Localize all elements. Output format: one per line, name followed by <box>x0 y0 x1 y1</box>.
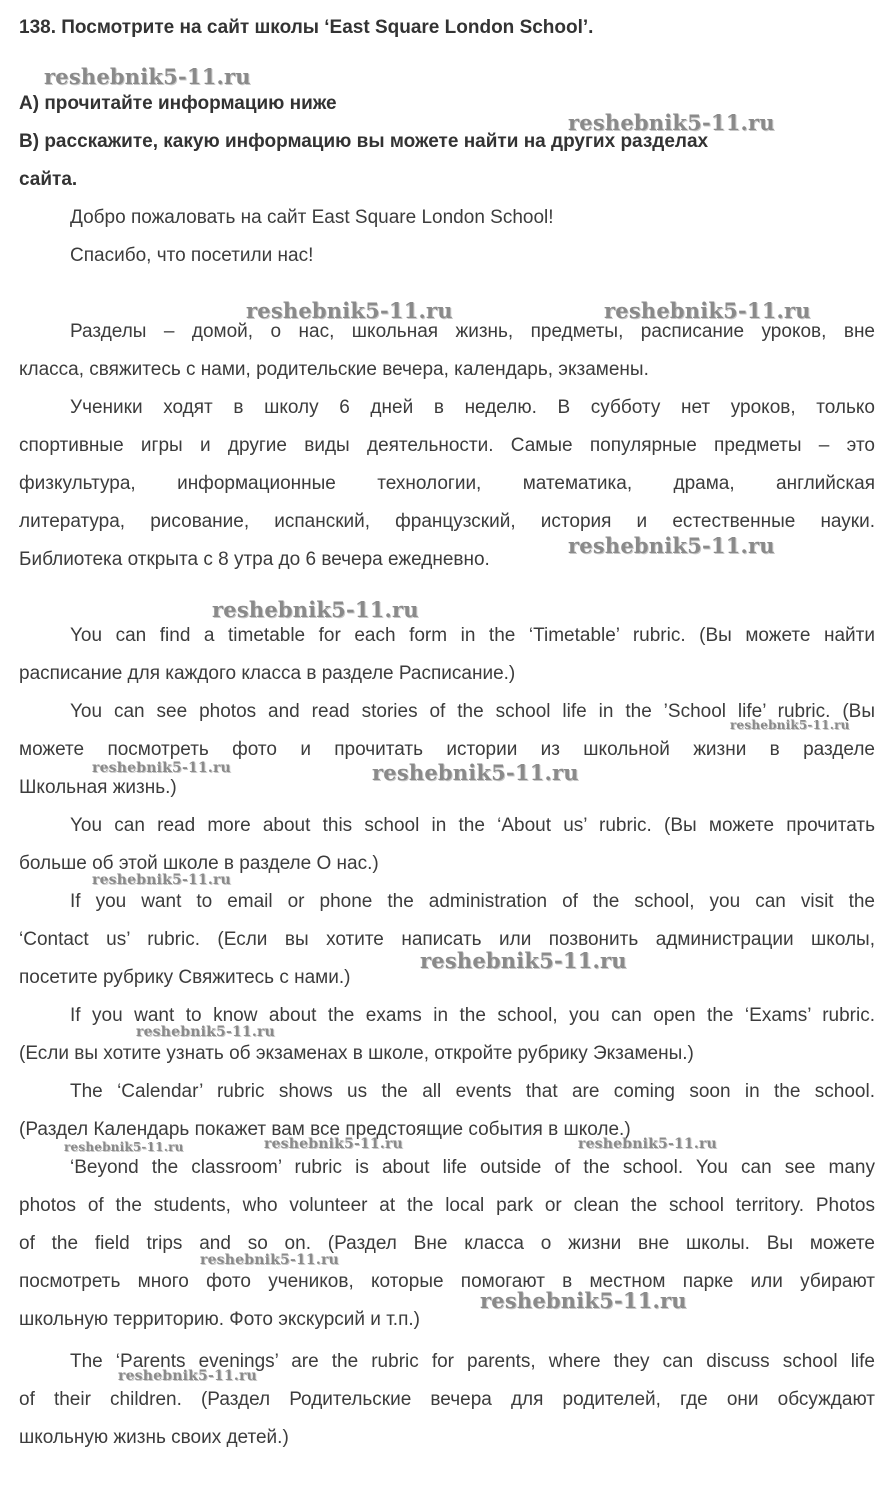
text-line: The ‘Parents evenings’ are the rubric for parents, where they can discuss school life <box>70 1351 875 1372</box>
text-line: Спасибо, что посетили нас! <box>70 245 314 266</box>
text-line: расписание для каждого класса в разделе Расписание.) <box>19 663 516 684</box>
watermark: reshebnik5-11.ru <box>264 1136 403 1152</box>
text-line: The ‘Calendar’ rubric shows us the all events that are coming soon in the school. <box>70 1081 875 1102</box>
watermark: reshebnik5-11.ru <box>212 597 419 622</box>
text-line: If you want to know about the exams in the school, you can open the ‘Exams’ rubric. <box>70 1005 875 1026</box>
text-line: ‘Beyond the classroom’ rubric is about life outside of the school. You can see many <box>70 1157 875 1178</box>
watermark: reshebnik5-11.ru <box>44 64 251 89</box>
watermark: reshebnik5-11.ru <box>92 760 231 776</box>
text-line: школьную жизнь своих детей.) <box>19 1427 289 1448</box>
text-line: посмотреть много фото учеников, которые помогают в местном парке или убирают <box>19 1271 875 1292</box>
text-line: больше об этой школе в разделе О нас.) <box>19 853 379 874</box>
watermark: reshebnik5-11.ru <box>568 110 775 135</box>
text-line: photos of the students, who volunteer at the local park or clean the school territory. Photos <box>19 1195 875 1216</box>
watermark: reshebnik5-11.ru <box>480 1288 687 1313</box>
text-line: Ученики ходят в школу 6 дней в неделю. В субботу нет уроков, только <box>70 397 875 418</box>
watermark: reshebnik5-11.ru <box>64 1140 184 1154</box>
text-line: физкультура, информационные технологии, математика, драма, английская <box>19 473 875 494</box>
text-line: (Раздел Календарь покажет вам все предстоящие события в школе.) <box>19 1119 631 1140</box>
exercise-title: 138. Посмотрите на сайт школы ‘East Square London School’. <box>19 17 594 38</box>
watermark: reshebnik5-11.ru <box>200 1252 339 1268</box>
text-line: литература, рисование, испанский, французский, история и естественные науки. <box>19 511 875 532</box>
text-line: можете посмотреть фото и прочитать истории из школьной жизни в разделе <box>19 739 875 760</box>
watermark: reshebnik5-11.ru <box>604 298 811 323</box>
text-line: of the field trips and so on. (Раздел Вне класса о жизни вне школы. Вы можете <box>19 1233 875 1254</box>
watermark: reshebnik5-11.ru <box>568 533 775 558</box>
watermark: reshebnik5-11.ru <box>730 718 850 732</box>
text-line: спортивные игры и другие виды деятельности. Самые популярные предметы – это <box>19 435 875 456</box>
watermark: reshebnik5-11.ru <box>246 298 453 323</box>
task-b-line-1: В) расскажите, какую информацию вы можете найти на других разделах <box>19 131 709 152</box>
task-b-line-2: сайта. <box>19 169 78 190</box>
text-line: of their children. (Раздел Родительские вечера для родителей, где они обсуждают <box>19 1389 875 1410</box>
text-line: школьную территорию. Фото экскурсий и т.п.) <box>19 1309 420 1330</box>
text-line: посетите рубрику Свяжитесь с нами.) <box>19 967 351 988</box>
watermark: reshebnik5-11.ru <box>578 1136 717 1152</box>
text-line: ‘Contact us’ rubric. (Если вы хотите написать или позвонить администрации школы, <box>19 929 875 950</box>
watermark: reshebnik5-11.ru <box>92 872 231 888</box>
watermark: reshebnik5-11.ru <box>420 948 627 973</box>
watermark: reshebnik5-11.ru <box>118 1368 257 1384</box>
text-line: Добро пожаловать на сайт East Square London School! <box>70 207 554 228</box>
text-line: Школьная жизнь.) <box>19 777 177 798</box>
text-line: You can see photos and read stories of the school life in the ’School life’ rubric. (Вы <box>70 701 875 722</box>
text-line: класса, свяжитесь с нами, родительские вечера, календарь, экзамены. <box>19 359 649 380</box>
watermark: reshebnik5-11.ru <box>136 1024 275 1040</box>
watermark: reshebnik5-11.ru <box>372 760 579 785</box>
text-line: You can read more about this school in the ‘About us’ rubric. (Вы можете прочитать <box>70 815 875 836</box>
text-line: Разделы – домой, о нас, школьная жизнь, предметы, расписание уроков, вне <box>70 321 875 342</box>
text-line: You can find a timetable for each form in the ‘Timetable’ rubric. (Вы можете найти <box>70 625 875 646</box>
text-line: (Если вы хотите узнать об экзаменах в школе, откройте рубрику Экзамены.) <box>19 1043 694 1064</box>
text-line: Библиотека открыта с 8 утра до 6 вечера ежедневно. <box>19 549 490 570</box>
text-line: If you want to email or phone the administration of the school, you can visit the <box>70 891 875 912</box>
task-a: А) прочитайте информацию ниже <box>19 93 337 114</box>
